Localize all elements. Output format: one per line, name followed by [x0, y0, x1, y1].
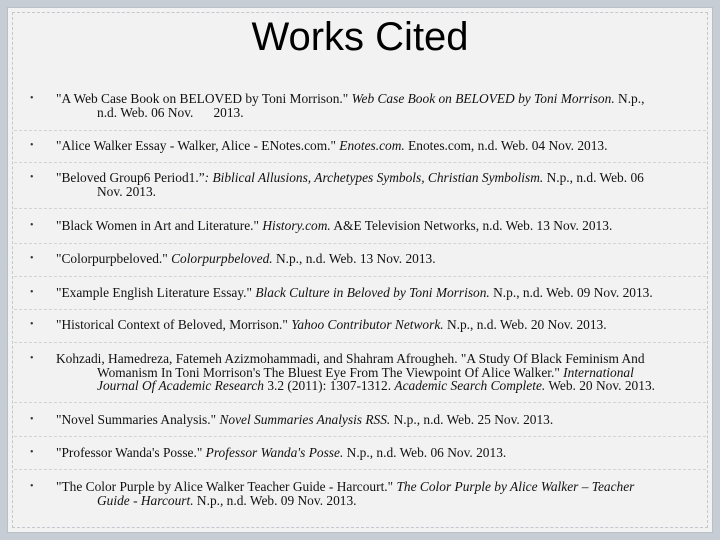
divider [14, 208, 706, 209]
citation-entry: • "Colorpurpbeloved." Colorpurpbeloved. N.p., n.d. Web. 13 Nov. 2013. [30, 251, 436, 266]
bullet-icon: • [30, 481, 34, 492]
bullet-icon: • [30, 353, 34, 364]
citation-entry: • "Black Women in Art and Literature." History.com. A&E Television Networks, n.d. Web. 13 Nov. 2013. [30, 218, 613, 233]
bullet-icon: • [30, 220, 34, 231]
citation-entry: • "Example English Literature Essay." Black Culture in Beloved by Toni Morrison. N.p., n.d. Web. 09 Nov. 2013. [30, 285, 653, 300]
citation-entry: • "Beloved Group6 Period1.”: Biblical Allusions, Archetypes Symbols, Christian Symbolism. N.p., n.d. Web. 06 Nov. 2013. [30, 170, 644, 199]
divider [14, 162, 706, 163]
bullet-icon: • [30, 140, 34, 151]
citation-entry: • "Historical Context of Beloved, Morrison." Yahoo Contributor Network. N.p., n.d. Web. 20 Nov. 2013. [30, 317, 607, 332]
bullet-icon: • [30, 93, 34, 104]
divider [14, 436, 706, 437]
citation-entry: • "Alice Walker Essay - Walker, Alice - ENotes.com." Enotes.com. Enotes.com, n.d. Web. 04 Nov. 2013. [30, 138, 608, 153]
bullet-icon: • [30, 253, 34, 264]
slide-title: Works Cited [251, 15, 469, 59]
divider [14, 130, 706, 131]
bullet-icon: • [30, 287, 34, 298]
bullet-icon: • [30, 319, 34, 330]
bullet-icon: • [30, 414, 34, 425]
citation-entry: • "Professor Wanda's Posse." Professor Wanda's Posse. N.p., n.d. Web. 06 Nov. 2013. [30, 445, 507, 460]
divider [14, 469, 706, 470]
citation-entry: • Kohzadi, Hamedreza, Fatemeh Azizmohammadi, and Shahram Afrougheh. "A Study Of Black Feminism And Womanism In Toni Morrison's The Bluest Eye From The Viewpoint Of Alice Walker." International Journal Of Academic Research 3.2 (2011): 1307-1312. Academic Search Complete. Web. 20 Nov. 2013. [30, 351, 655, 393]
divider [14, 309, 706, 310]
divider [14, 342, 706, 343]
citation-entry: • "A Web Case Book on BELOVED by Toni Morrison." Web Case Book on BELOVED by Toni Morrison. N.p., n.d. Web. 06 Nov. 2013. [30, 91, 645, 120]
divider [14, 243, 706, 244]
divider [14, 276, 706, 277]
bullet-icon: • [30, 172, 34, 183]
citation-entry: • "The Color Purple by Alice Walker Teacher Guide - Harcourt." The Color Purple by Alice Walker – Teacher Guide - Harcourt. N.p., n.d. Web. 09 Nov. 2013. [30, 479, 635, 508]
citation-entry: • "Novel Summaries Analysis." Novel Summaries Analysis RSS. N.p., n.d. Web. 25 Nov. 2013. [30, 412, 554, 427]
bullet-icon: • [30, 447, 34, 458]
divider [14, 402, 706, 403]
